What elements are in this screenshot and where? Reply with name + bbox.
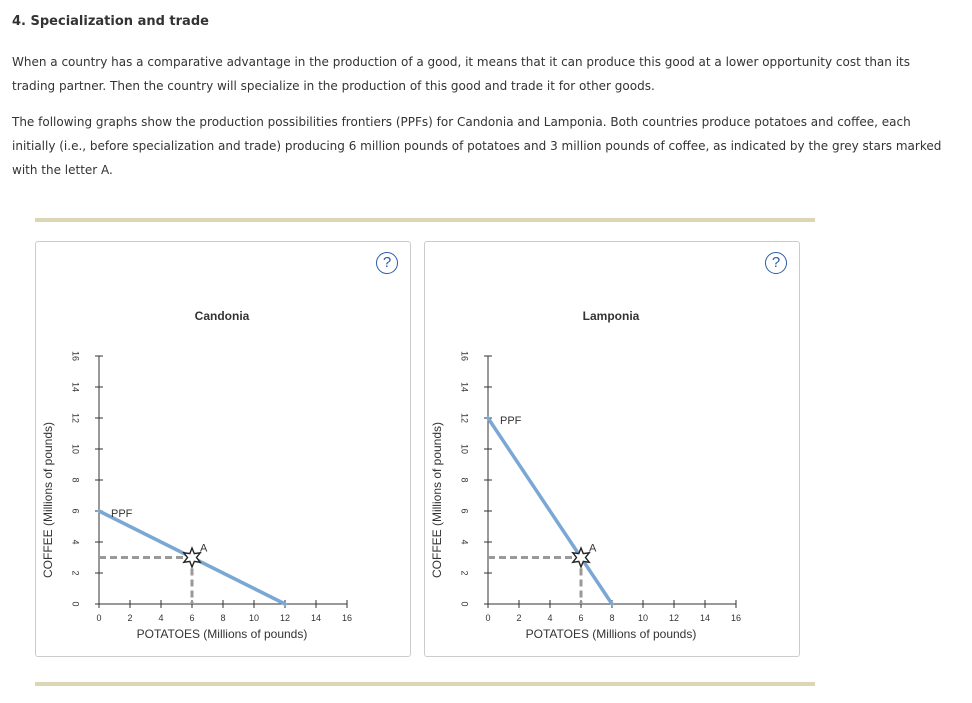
intro-paragraph: When a country has a comparative advantage in the production of a good, it means that it can produce this good at a lower opportunity cost than its trading partner. Then the country will specialize in the production of this good and trade it for other goods. xyxy=(12,55,910,93)
y-tick-label: 8 xyxy=(459,477,470,483)
y-tick-label: 4 xyxy=(459,539,470,545)
x-tick-label: 0 xyxy=(485,613,491,623)
x-tick-label: 4 xyxy=(158,613,164,623)
candonia-graph-panel xyxy=(35,241,411,657)
x-tick-label: 2 xyxy=(127,613,133,623)
y-tick-label: 6 xyxy=(459,508,470,514)
x-axis-label: POTATOES (Millions of pounds) xyxy=(136,627,308,641)
y-tick-label: 10 xyxy=(459,443,470,455)
point-a-star-marker xyxy=(184,548,200,567)
chart-title: Candonia xyxy=(194,309,250,323)
y-tick-label: 0 xyxy=(459,601,470,607)
y-tick-label: 4 xyxy=(70,539,81,545)
y-tick-label: 10 xyxy=(70,443,81,455)
bottom-divider xyxy=(35,682,815,686)
x-tick-label: 14 xyxy=(699,613,711,623)
y-tick-label: 8 xyxy=(70,477,81,483)
section-heading: 4. Specialization and trade xyxy=(12,14,209,29)
ppf-label: PPF xyxy=(500,415,522,427)
x-tick-label: 8 xyxy=(609,613,615,623)
y-tick-label: 16 xyxy=(70,350,81,362)
top-divider xyxy=(35,218,815,222)
y-tick-label: 14 xyxy=(70,381,81,393)
x-axis-label: POTATOES (Millions of pounds) xyxy=(525,627,697,641)
help-icon[interactable]: ? xyxy=(765,252,787,274)
ppf-label: PPF xyxy=(111,508,133,520)
x-tick-label: 8 xyxy=(220,613,226,623)
x-tick-label: 12 xyxy=(668,613,680,623)
x-tick-label: 14 xyxy=(310,613,322,623)
x-tick-label: 2 xyxy=(516,613,522,623)
lamponia-ppf-chart xyxy=(425,242,799,656)
x-tick-label: 10 xyxy=(248,613,260,623)
x-tick-label: 0 xyxy=(96,613,102,623)
y-tick-label: 14 xyxy=(459,381,470,393)
y-axis-label: COFFEE (Millions of pounds) xyxy=(41,421,55,579)
point-a-label: A xyxy=(589,542,597,555)
x-tick-label: 4 xyxy=(547,613,553,623)
x-tick-label: 12 xyxy=(279,613,291,623)
y-tick-label: 12 xyxy=(70,412,81,424)
y-tick-label: 0 xyxy=(70,601,81,607)
y-tick-label: 2 xyxy=(70,570,81,576)
ppf-line xyxy=(488,418,612,604)
y-tick-label: 16 xyxy=(459,350,470,362)
chart-title: Lamponia xyxy=(582,309,640,323)
help-icon[interactable]: ? xyxy=(376,252,398,274)
x-tick-label: 6 xyxy=(189,613,195,623)
x-tick-label: 6 xyxy=(578,613,584,623)
graphs-description-paragraph: The following graphs show the production possibilities frontiers (PPFs) for Candonia and Lamponia. Both countries produce potatoes and coffee, each initially (i.e., before specialization and trade) producing 6 million pounds of potatoes and 3 million pounds of coffee, as indicated by the grey stars marked with the letter A. xyxy=(12,115,942,177)
x-tick-label: 16 xyxy=(730,613,742,623)
candonia-ppf-chart xyxy=(36,242,410,656)
y-tick-label: 6 xyxy=(70,508,81,514)
x-tick-label: 16 xyxy=(341,613,353,623)
point-a-label: A xyxy=(200,542,208,555)
lamponia-graph-panel xyxy=(424,241,800,657)
x-tick-label: 10 xyxy=(637,613,649,623)
y-axis-label: COFFEE (Millions of pounds) xyxy=(430,421,444,579)
y-tick-label: 12 xyxy=(459,412,470,424)
y-tick-label: 2 xyxy=(459,570,470,576)
